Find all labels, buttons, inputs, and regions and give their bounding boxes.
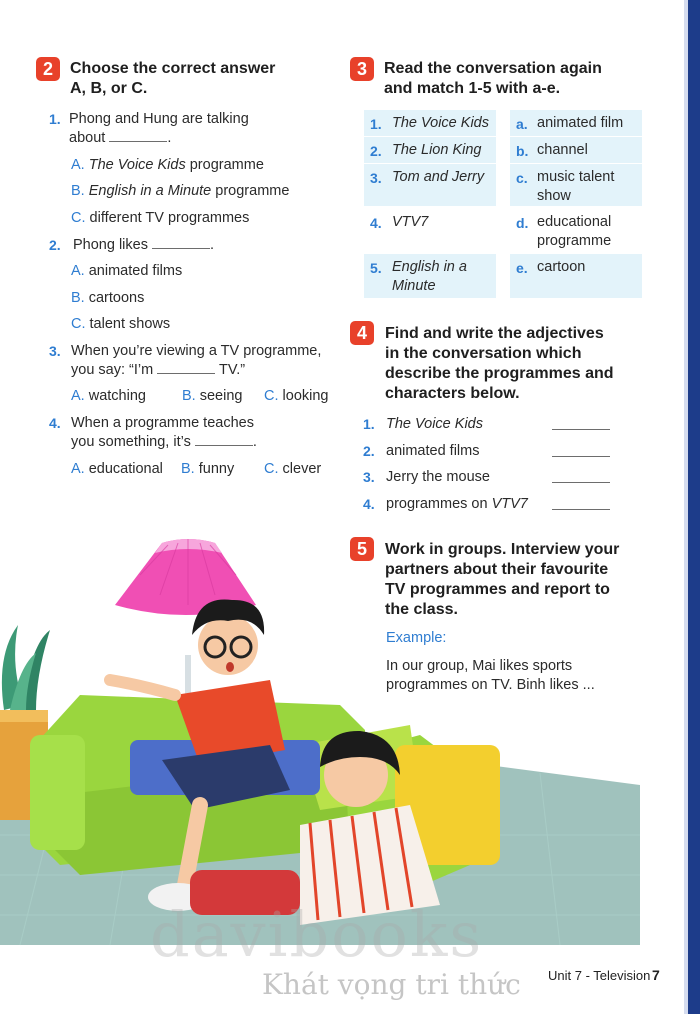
match-left-1[interactable]: 1. The Voice Kids: [364, 110, 496, 136]
ex4-item-4-text: programmes on VTV7: [386, 496, 528, 512]
ex4-item-2-text: animated films: [386, 443, 480, 459]
question-2-stem: Phong likes .: [73, 237, 215, 253]
question-2-option-c[interactable]: C. talent shows: [71, 316, 171, 332]
question-4-option-c[interactable]: C. clever: [264, 461, 322, 477]
question-3-option-c[interactable]: C. looking: [264, 388, 329, 404]
page-number: 7: [652, 967, 660, 983]
question-4-option-a[interactable]: A. educational: [71, 461, 163, 477]
question-3-number: 3.: [49, 343, 61, 359]
potted-plant: [2, 625, 50, 710]
ex4-item-1-text: The Voice Kids: [386, 416, 483, 432]
question-2-option-b[interactable]: B. cartoons: [71, 290, 145, 306]
ex4-answer-line-3[interactable]: [552, 482, 610, 483]
question-1-number: 1.: [49, 111, 61, 127]
ex4-item-3-number: 3.: [363, 469, 375, 485]
footer-unit-title: Unit 7 - Television: [548, 968, 651, 983]
match-left-4[interactable]: 4. VTV7: [364, 209, 496, 251]
question-4-option-b[interactable]: B. funny: [181, 461, 235, 477]
ex4-answer-line-2[interactable]: [552, 456, 610, 457]
exercise-5-badge: 5: [350, 537, 374, 561]
question-1-option-b[interactable]: B. English in a Minute programme: [71, 183, 290, 199]
ex4-answer-line-1[interactable]: [552, 429, 610, 430]
match-left-2[interactable]: 2. The Lion King: [364, 137, 496, 163]
match-right-c[interactable]: c. music talent show: [510, 164, 642, 206]
watermark-brand: davibooks: [150, 898, 484, 971]
answer-blank[interactable]: [109, 141, 167, 142]
match-right-e[interactable]: e. cartoon: [510, 254, 642, 298]
match-right-b[interactable]: b. channel: [510, 137, 642, 163]
ex4-item-4-number: 4.: [363, 496, 375, 512]
match-left-5[interactable]: 5. English in a Minute: [364, 254, 496, 298]
question-4-stem: When a programme teaches you something, it’s .: [71, 415, 257, 450]
exercise-5-title: Work in groups. Interview your partners about their favourite TV programmes and report to the class.: [385, 541, 620, 618]
question-3-option-a[interactable]: A. watching: [71, 388, 146, 404]
page-edge-band: [688, 0, 700, 1014]
question-3-option-b[interactable]: B. seeing: [182, 388, 243, 404]
question-3-stem: When you’re viewing a TV programme, you say: “I’m TV.”: [71, 343, 322, 378]
match-right-d[interactable]: d. educational programme: [510, 209, 642, 251]
match-left-3[interactable]: 3. Tom and Jerry: [364, 164, 496, 206]
ex4-item-3-text: Jerry the mouse: [386, 469, 490, 485]
watermark-slogan: Khát vọng tri thức: [262, 968, 521, 1001]
exercise-2-badge: 2: [36, 57, 60, 81]
question-1-stem: Phong and Hung are talking about .: [69, 111, 249, 146]
answer-blank[interactable]: [157, 373, 215, 374]
question-2-number: 2.: [49, 237, 61, 253]
exercise-2-title: Choose the correct answer A, B, or C.: [70, 60, 276, 97]
ex4-item-2-number: 2.: [363, 443, 375, 459]
exercise-4-badge: 4: [350, 321, 374, 345]
exercise-3-title: Read the conversation again and match 1-5 with a-e.: [384, 60, 602, 97]
question-1-option-c[interactable]: C. different TV programmes: [71, 210, 250, 226]
page-edge-stripe: [684, 0, 688, 1014]
match-right-a[interactable]: a. animated film: [510, 110, 642, 136]
ex4-answer-line-4[interactable]: [552, 509, 610, 510]
exercise-4-title: Find and write the adjectives in the conversation which describe the programmes and characters below.: [385, 325, 614, 402]
question-2-option-a[interactable]: A. animated films: [71, 263, 183, 279]
question-4-number: 4.: [49, 415, 61, 431]
ex4-item-1-number: 1.: [363, 416, 375, 432]
answer-blank[interactable]: [195, 445, 253, 446]
answer-blank[interactable]: [152, 248, 210, 249]
example-label: Example:: [386, 630, 447, 646]
exercise-3-badge: 3: [350, 57, 374, 81]
example-text: In our group, Mai likes sports programmes on TV. Binh likes ...: [386, 658, 595, 693]
question-1-option-a[interactable]: A. The Voice Kids programme: [71, 157, 264, 173]
